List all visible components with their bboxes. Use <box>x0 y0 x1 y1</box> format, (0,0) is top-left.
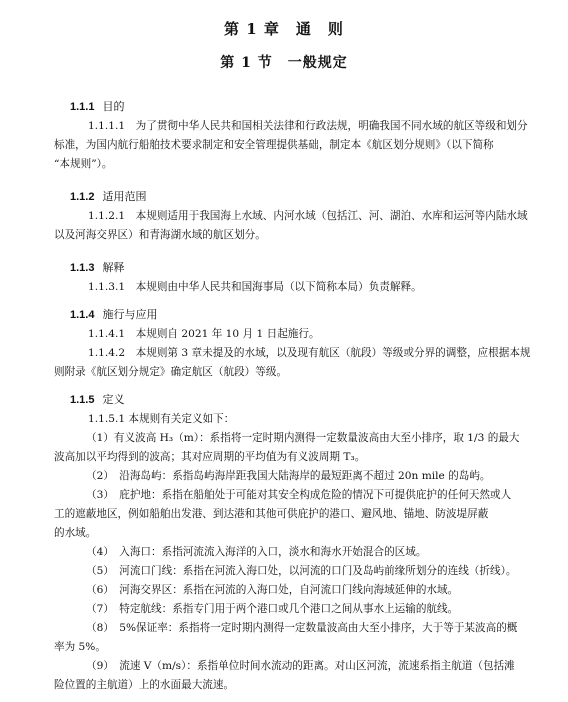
heading-number: 1.1.3 <box>70 262 95 274</box>
heading-number: 1.1.1 <box>70 101 95 113</box>
definition-line: 险位置的主航道）上的水面最大流速。 <box>54 679 235 691</box>
definition-line: （4） 入海口：系指河流流入海洋的入口，淡水和海水开始混合的区域。 <box>86 546 427 558</box>
definition-line: （5） 河流口门线：系指在河流入海口处，以河流的口门及岛屿前缘所划分的连线（折线）。 <box>86 565 517 577</box>
definition-line: （9） 流速 V（m/s）：系指单位时间水流动的距离。对山区河流，流速系指主航道（包括滩 <box>86 660 515 672</box>
paragraph-line: 则附录《航区划分规定》确定航区（航段）等级。 <box>54 366 288 378</box>
paragraph-line: 1.1.4.1 本规则自 2021 年 10 月 1 日起施行。 <box>88 328 320 340</box>
heading-1-1-2 <box>70 190 146 204</box>
section-title: 第 1 节 一般规定 <box>220 55 348 71</box>
heading-1-1-4 <box>70 308 157 322</box>
definition-line: 波高加以平均得到的波高；其对应周期的平均值为有义波周期 T₃。 <box>54 451 366 463</box>
definition-line: （3） 庇护地：系指在船舶处于可能对其安全构成危险的情况下可提供庇护的任何天然或人 <box>86 489 512 501</box>
heading-text: 适用范围 <box>102 190 147 203</box>
heading-text: 解释 <box>102 261 125 274</box>
heading-number: 1.1.4 <box>70 309 95 321</box>
chapter-title: 第 1 章 通 则 <box>224 20 344 38</box>
definition-line: （7） 特定航线：系指专门用于两个港口或几个港口之间从事水上运输的航线。 <box>86 603 459 615</box>
heading-1-1-5 <box>70 393 124 407</box>
heading-text: 定义 <box>102 393 125 406</box>
paragraph-line: 1.1.4.2 本规则第 3 章未提及的水域，以及现有航区（航段）等级或分界的调整，应根据本规 <box>88 347 531 359</box>
definition-line: （6） 河海交界区：系指在河流的入海口处，自河流口门线向海域延伸的水域。 <box>86 584 459 596</box>
paragraph-line: “本规则”）。 <box>54 158 113 170</box>
definition-line: （2） 沿海岛屿：系指岛屿海岸距我国大陆海岸的最短距离不超过 20n mile 的岛屿。 <box>86 470 491 482</box>
definition-line: （1）有义波高 H₃（m）：系指将一定时期内测得一定数量波高由大至小排序，取 1/3 的最大 <box>86 432 520 444</box>
paragraph-line: 1.1.3.1 本规则由中华人民共和国海事局（以下简称本局）负责解释。 <box>88 281 422 293</box>
heading-number: 1.1.5 <box>70 394 95 406</box>
definition-line: （8） 5%保证率：系指将一定时期内测得一定数量波高由大至小排序，大于等于某波高的概 <box>86 622 518 634</box>
definition-line: 的水域。 <box>54 527 97 539</box>
definition-line: 率为 5%。 <box>54 641 106 653</box>
paragraph-line: 1.1.2.1 本规则适用于我国海上水域、内河水域（包括江、河、湖泊、水库和运河等内陆水域 <box>88 210 528 222</box>
heading-number: 1.1.2 <box>70 191 95 203</box>
paragraph-line: 1.1.1.1 为了贯彻中华人民共和国相关法律和行政法规，明确我国不同水域的航区等级和划分 <box>88 120 528 132</box>
heading-text: 目的 <box>102 100 125 113</box>
heading-1-1-3 <box>70 261 124 275</box>
heading-text: 施行与应用 <box>102 308 158 321</box>
paragraph-line: 标准，为国内航行船舶技术要求制定和安全管理提供基础，制定本《航区划分规则》（以下简称 <box>54 139 494 151</box>
definition-line: 工的遮蔽地区，例如船舶出发港、到达港和其他可供庇护的港口、避风地、锚地、防波堤屏蔽 <box>54 508 489 520</box>
paragraph-line: 以及河海交界区）和青海湖水域的航区划分。 <box>54 229 266 241</box>
paragraph-line: 1.1.5.1 本规则有关定义如下： <box>88 413 235 425</box>
heading-1-1-1 <box>70 100 124 114</box>
